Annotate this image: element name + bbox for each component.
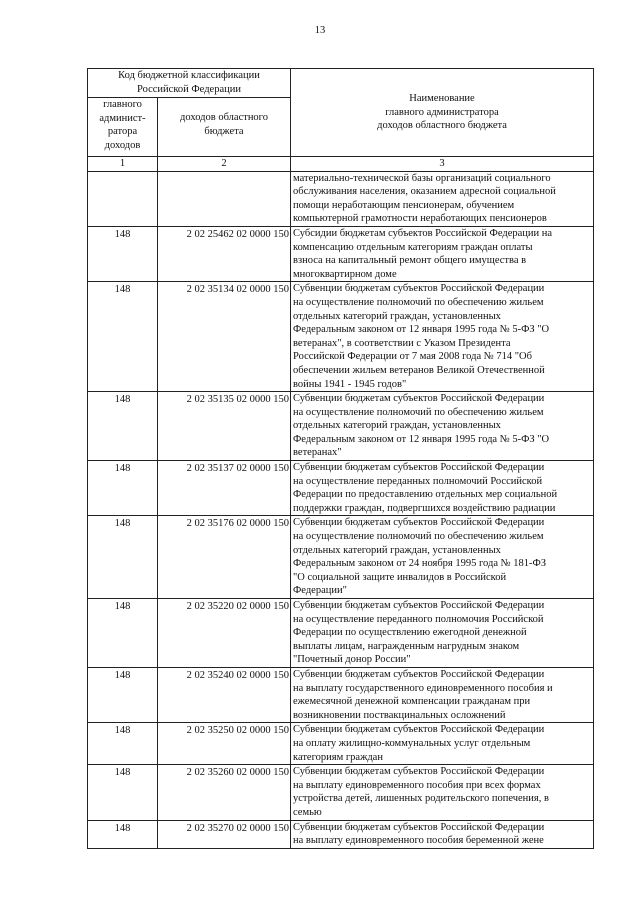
- header-name-line: доходов областного бюджета: [377, 120, 507, 132]
- admin-code-cell: 148: [88, 226, 158, 281]
- revenue-name-line: выплаты лицам, награжденным нагрудным знаком: [293, 640, 520, 652]
- revenue-name-line: обеспечении жильем ветеранов Великой Отечественной: [293, 364, 545, 376]
- revenue-name-line: на осуществление полномочий по обеспечению жильем: [293, 531, 544, 543]
- header-admin-line: главного: [103, 99, 142, 110]
- revenue-name-line: Субвенции бюджетам субъектов Российской Федерации: [293, 283, 545, 295]
- revenue-name-cell: [291, 461, 594, 516]
- revenue-name-cell: [291, 667, 594, 722]
- header-group-line: Российской Федерации: [137, 84, 241, 95]
- revenue-name-line: на осуществление полномочий по обеспечению жильем: [293, 296, 544, 308]
- revenue-name-cell: [291, 599, 594, 668]
- admin-code-cell: [88, 171, 158, 226]
- revenue-name-line: компенсацию отдельным категориям граждан оплаты: [293, 241, 533, 253]
- header-admin-line: ратора: [107, 126, 138, 138]
- revenue-name-cell: [291, 171, 594, 226]
- admin-code-cell: 148: [88, 282, 158, 392]
- revenue-name-line: на осуществление переданного полномочия Российской: [293, 613, 544, 625]
- header-admin-line: админист-: [99, 112, 146, 124]
- revenue-name-line: Федеральным законом от 12 января 1995 года № 5-ФЗ "О: [293, 433, 550, 445]
- revenue-name-line: отдельных категорий граждан, установленных: [293, 420, 501, 432]
- header-budget-code-group: [88, 69, 291, 98]
- column-number: 3: [291, 157, 594, 172]
- revenue-name-line: на осуществление полномочий по обеспечению жильем: [293, 406, 544, 418]
- header-group-line: Код бюджетной классификации: [118, 70, 260, 82]
- table-row: [88, 667, 594, 722]
- revenue-name-line: "О социальной защите инвалидов в Российской: [293, 571, 507, 583]
- table-row: [88, 723, 594, 765]
- revenue-code-cell: 2 02 35260 02 0000 150: [158, 765, 291, 820]
- revenue-name-line: Субсидии бюджетам субъектов Российской Федерации на: [293, 227, 553, 239]
- revenue-name-line: на выплату единовременного пособия при всех формах: [293, 779, 541, 791]
- revenue-name-line: на оплату жилищно-коммунальных услуг отдельным: [293, 737, 531, 749]
- revenue-name-line: помощи неработающим пенсионерам, обучением: [293, 199, 515, 211]
- header-admin-column: [88, 98, 158, 157]
- admin-code-cell: 148: [88, 765, 158, 820]
- revenue-name-line: "Почетный донор России": [293, 654, 411, 666]
- table-row: [88, 765, 594, 820]
- revenue-code-cell: 2 02 35176 02 0000 150: [158, 516, 291, 599]
- revenue-name-cell: [291, 516, 594, 599]
- page-number: 13: [314, 25, 326, 36]
- revenue-name-line: войны 1941 - 1945 годов": [293, 378, 407, 390]
- revenue-name-line: на выплату единовременного пособия беременной жене: [293, 835, 544, 847]
- revenue-name-line: обслуживания населения, оказанием адресной социальной: [293, 186, 556, 198]
- revenue-name-line: Субвенции бюджетам субъектов Российской Федерации: [293, 393, 545, 405]
- header-code-column: [158, 98, 291, 157]
- header-code-line: доходов областного: [180, 112, 268, 123]
- revenue-name-line: Федеральным законом от 24 ноября 1995 года № 181-ФЗ: [293, 558, 547, 570]
- revenue-name-line: Субвенции бюджетам субъектов Российской Федерации: [293, 724, 545, 736]
- revenue-name-line: на осуществление переданных полномочий Российской: [293, 475, 543, 487]
- revenue-name-cell: [291, 392, 594, 461]
- header-code-line: бюджета: [204, 125, 244, 137]
- revenue-name-line: Российской Федерации от 7 мая 2008 года № 714 "Об: [293, 351, 532, 363]
- column-number: 2: [158, 157, 291, 172]
- revenue-name-line: семью: [293, 806, 322, 818]
- revenue-name-line: Субвенции бюджетам субъектов Российской Федерации: [293, 821, 545, 833]
- revenue-code-cell: 2 02 35240 02 0000 150: [158, 667, 291, 722]
- revenue-name-line: устройства детей, лишенных родительского попечения, в: [293, 793, 549, 805]
- table-row: [88, 516, 594, 599]
- revenue-name-line: Субвенции бюджетам субъектов Российской Федерации: [293, 517, 545, 529]
- admin-code-cell: 148: [88, 516, 158, 599]
- admin-code-cell: 148: [88, 599, 158, 668]
- budget-classification-table: [87, 68, 594, 849]
- header-name-line: главного администратора: [385, 106, 499, 118]
- revenue-name-line: ветеранах": [293, 447, 342, 459]
- revenue-name-cell: [291, 765, 594, 820]
- revenue-code-cell: 2 02 25462 02 0000 150: [158, 226, 291, 281]
- admin-code-cell: 148: [88, 667, 158, 722]
- revenue-code-cell: 2 02 35270 02 0000 150: [158, 820, 291, 848]
- table-row: [88, 820, 594, 848]
- revenue-name-line: Субвенции бюджетам субъектов Российской Федерации: [293, 600, 545, 611]
- revenue-name-line: Субвенции бюджетам субъектов Российской Федерации: [293, 766, 545, 778]
- column-number-row: [88, 157, 594, 172]
- column-number: 1: [88, 157, 158, 172]
- revenue-name-line: компьютерной грамотности неработающих пенсионеров: [293, 213, 547, 225]
- revenue-name-cell: [291, 226, 594, 281]
- revenue-name-line: Федерации по осуществлению ежегодной денежной: [293, 627, 527, 639]
- admin-code-cell: 148: [88, 461, 158, 516]
- revenue-name-line: взноса на капитальный ремонт общего имущества в: [293, 255, 527, 267]
- revenue-name-line: Федерации по предоставлению отдельных мер социальной: [293, 489, 558, 501]
- table-row: [88, 226, 594, 281]
- table-row: [88, 392, 594, 461]
- revenue-name-cell: [291, 723, 594, 765]
- revenue-name-line: Субвенции бюджетам субъектов Российской Федерации: [293, 462, 545, 474]
- revenue-name-line: Субвенции бюджетам субъектов Российской Федерации: [293, 668, 545, 680]
- revenue-name-line: материально-технической базы организаций социального: [293, 172, 551, 184]
- revenue-name-line: ежемесячной денежной компенсации гражданам при: [293, 696, 531, 708]
- header-name-column: [291, 69, 594, 157]
- table-row: [88, 282, 594, 392]
- revenue-code-cell: 2 02 35135 02 0000 150: [158, 392, 291, 461]
- revenue-name-line: на выплату государственного единовременного пособия и: [293, 682, 553, 694]
- table-header-row: [88, 69, 594, 98]
- revenue-name-line: многоквартирном доме: [293, 268, 397, 280]
- header-name-line: Наименование: [409, 93, 475, 105]
- revenue-name-line: отдельных категорий граждан, установленных: [293, 544, 501, 556]
- table-row: [88, 461, 594, 516]
- revenue-name-line: категориям граждан: [293, 751, 383, 763]
- revenue-name-line: Федеральным законом от 12 января 1995 года № 5-ФЗ "О: [293, 324, 550, 336]
- revenue-code-cell: 2 02 35134 02 0000 150: [158, 282, 291, 392]
- revenue-name-line: отдельных категорий граждан, установленных: [293, 310, 501, 322]
- table-row: [88, 171, 594, 226]
- revenue-name-cell: [291, 820, 594, 848]
- revenue-name-cell: [291, 282, 594, 392]
- revenue-name-line: возникновении поствакцинальных осложнений: [293, 709, 506, 721]
- revenue-name-line: Федерации": [293, 585, 347, 597]
- revenue-code-cell: [158, 171, 291, 226]
- admin-code-cell: 148: [88, 820, 158, 848]
- admin-code-cell: 148: [88, 392, 158, 461]
- table-row: [88, 599, 594, 668]
- revenue-name-line: ветеранах", в соответствии с Указом Президента: [293, 337, 511, 349]
- admin-code-cell: 148: [88, 723, 158, 765]
- revenue-code-cell: 2 02 35220 02 0000 150: [158, 599, 291, 668]
- revenue-code-cell: 2 02 35250 02 0000 150: [158, 723, 291, 765]
- revenue-code-cell: 2 02 35137 02 0000 150: [158, 461, 291, 516]
- header-admin-line: доходов: [104, 139, 141, 151]
- revenue-name-line: поддержки граждан, подвергшихся воздействию радиации: [293, 502, 556, 514]
